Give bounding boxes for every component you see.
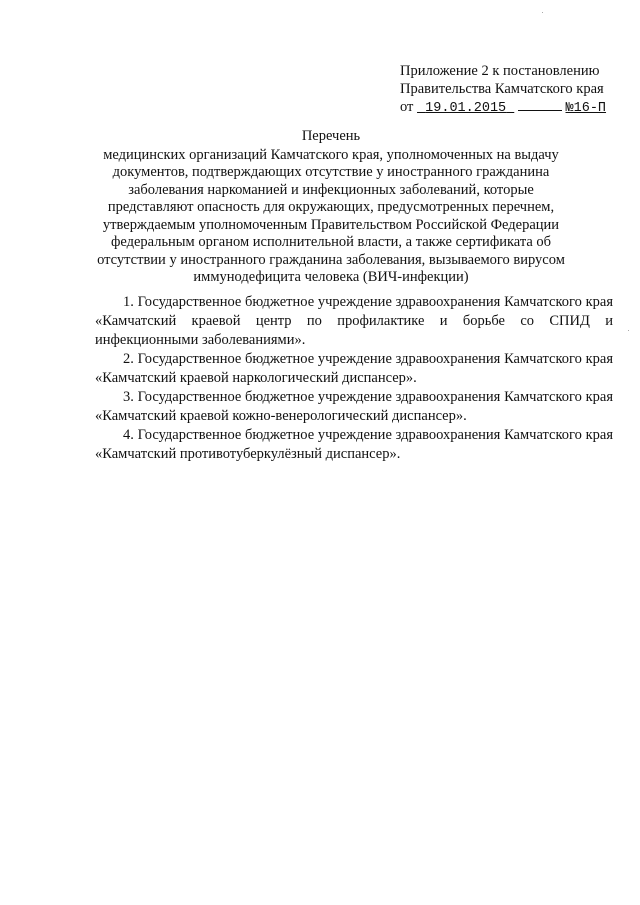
title-heading: Перечень: [301, 128, 361, 144]
date-underline: [518, 98, 562, 111]
document-title: [96, 128, 566, 287]
scan-dot: [542, 12, 543, 13]
date-prefix: от: [400, 99, 414, 115]
appendix-line-2: Правительства Камчатского края: [400, 81, 604, 97]
appendix-date-line: [400, 98, 620, 118]
list-item: 3. Государственное бюджетное учреждение здравоохранения Камчатского края «Камчатский краевой кожно-венерологический диспансер».: [95, 389, 613, 424]
list-item: 2. Государственное бюджетное учреждение здравоохранения Камчатского края «Камчатский краевой наркологический диспансер».: [95, 351, 613, 386]
scan-dot: [628, 330, 629, 331]
organization-list: [95, 293, 613, 464]
decree-number: №16-П: [565, 101, 607, 116]
list-item: 4. Государственное бюджетное учреждение здравоохранения Камчатского края «Камчатский противотуберкулёзный диспансер».: [95, 427, 613, 462]
decree-date: 19.01.2015: [425, 101, 507, 116]
appendix-line-1: Приложение 2 к постановлению: [400, 63, 600, 79]
appendix-block: [400, 62, 620, 118]
list-item: 1. Государственное бюджетное учреждение здравоохранения Камчатского края «Камчатский краевой центр по профилактике и борьбе со СПИД и инфекционными заболеваниями».: [95, 294, 613, 348]
title-body: медицинских организаций Камчатского края, уполномоченных на выдачу документов, подтверждающих отсутствие у иностранного гражданина заболевания наркоманией и инфекционных заболеваний, которые представляют опасность для окружающих, предусмотренных перечнем, утверждаемым уполномоченным Правительством Российской Федерации федеральным органом исполнительной власти, а также сертификата об отсутствии у иностранного гражданина заболевания, вызываемого вирусом иммунодефицита человека (ВИЧ-инфекции): [97, 146, 565, 285]
